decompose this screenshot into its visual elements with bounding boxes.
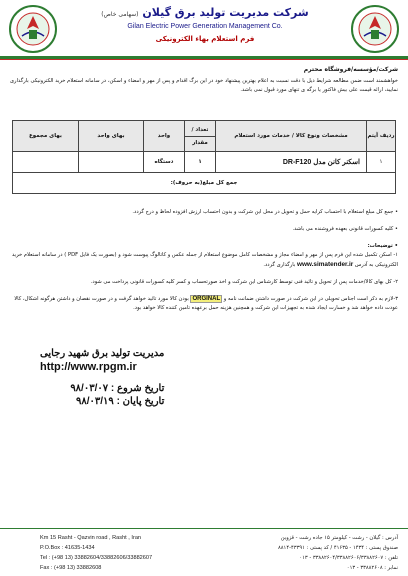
company-logo-left: [8, 4, 58, 54]
company-name-fa-text: شرکت مدیریت تولید برق گیلان: [142, 6, 309, 19]
cell-unit-price[interactable]: [79, 152, 144, 173]
footer-divider: [0, 528, 408, 529]
note-1-text-b: در سامانه استعلام خرید الکترونیکی به آدرس: [11, 252, 398, 268]
footer-contact-fa: [278, 533, 398, 573]
company-logo-right: [350, 4, 400, 54]
cell-row: ۱: [367, 152, 396, 173]
letterhead: [0, 0, 408, 62]
note-bullet-2: • کلیه کسورات قانونی بعهده فروشنده می باشد.: [292, 226, 398, 232]
header-divider-accent: [0, 59, 408, 60]
note-3: [10, 295, 398, 313]
form-title: فرم استعلام بهاء الکترونیکی: [155, 35, 255, 43]
items-table: [12, 120, 396, 194]
col-desc: مشخصات ونوع کالا / خدمات مورد استعلام: [216, 121, 367, 152]
note-1: [10, 251, 398, 270]
footer-tel-fa: تلفن : ۳۳۸۸۲۶۰۴/۳۳۸۸۲۶۰۶/۳۳۸۸۲۶۰۷ - ۰۱۳: [299, 555, 398, 561]
footer-pobox-fa: صندوق پستی : ۱۴۳۴ - ۴۱۶۳۵ / کد پستی : ۴۳۳۹۱-۸۸۱۴: [277, 545, 398, 551]
cell-unit: دستگاه: [144, 152, 185, 173]
footer-address-en: Km 15 Rasht - Qazvin road , Rasht , Iran: [40, 535, 142, 541]
intro-paragraph: خواهشمند است ضمن مطالعه شرایط ذیل با دقت نسبت به اعلام بهترین پیشنهاد خود در این برگ اقدام و پس از مهر و امضاء و اسکن، در سامانه استعلام خرید الکترونیکی بارگذاری نمایید، ارائه قیمت علی بیش فاکتور یا برگه ی تنهای مورد قبول نمی باشد.: [10, 78, 398, 93]
note-3-text-a: ۳-لازم به ذکر است اجناس تحویلی در این شرکت در صورت داشتن ضمانت نامه و: [223, 296, 398, 302]
note-bullet-1: • جمع کل مبلغ استعلام با احتساب کرایه حمل و تحویل در محل این شرکت و بدون احتساب ارزش افزوده لحاظ و درج گردد.: [132, 209, 398, 215]
note-1-text-c: بارگذاری گردد.: [263, 262, 296, 268]
tender-website-link[interactable]: www.simatender.ir: [296, 261, 354, 268]
footer-address-fa: آدرس : گیلان - رشت - کیلومتر ۱۵ جاده رشت - قزوین: [280, 535, 398, 541]
notes-heading: • توضیحات:: [367, 243, 398, 249]
note-1-text-a: ۱- اسکن تکمیل شده این فرم پس از مهر و امضاء مجاز و مشخصات کامل موضوع استعلام از جمله عکس و کاتالوگ پیوست شود و (بصورت یک فایل PDF ): [64, 252, 398, 258]
col-unit-price: بهای واحد: [79, 121, 144, 152]
note-3-text-b: بودن کالا مورد تائید خواهد گرفت و در صورت نقصان و داشتن هرگونه اشکال، کالا عودت داده خواهد شد و خسارت ایجاد شده به تجهیزات این شرکت و همچنین هزینه حمل برعهده تامین کننده کالا خواهد بود.: [14, 296, 398, 311]
footer-contact-en: [40, 533, 152, 573]
cell-qty: ۱: [185, 152, 216, 173]
col-qty: [185, 121, 216, 152]
note-2: ۲- کل بهای کالا/خدمات پس از تحویل و تائید فنی توسط کارشناس این شرکت و اخذ صورتحساب و کسر کلیه کسورات قانونی پرداخت می شود.: [90, 279, 398, 285]
end-date: تاریخ پایان : ۹۸/۰۳/۱۹: [76, 396, 165, 407]
footer-fax-en: Fax : (+98 13) 33882608: [40, 565, 102, 571]
signature-org: مدیریت تولید برق شهید رجایی: [40, 348, 165, 359]
cell-desc: اسکنر کانن مدل DR-F120: [216, 152, 367, 173]
table-header-row: [13, 121, 396, 152]
total-row: [13, 173, 396, 194]
footer-fax-fa: نمابر : ۳۳۸۸۲۶۰۸ - ۰۱۳: [346, 565, 398, 571]
total-label: جمع کل مبلغ(به حروف):: [13, 173, 396, 194]
cell-total[interactable]: [13, 152, 79, 173]
company-name-fa: [80, 6, 330, 19]
addressee: شرکت/مؤسسه/فروشگاه محترم: [303, 66, 398, 73]
col-total: بهای مجموع: [13, 121, 79, 152]
col-unit: واحد: [144, 121, 185, 152]
company-name-en: Gilan Electric Power Generation Management Co.: [127, 23, 283, 30]
col-row: ردیف آیتم: [367, 121, 396, 152]
col-qty-top: تعداد /: [191, 126, 209, 133]
notes-section: [10, 208, 398, 313]
signature-block: [40, 348, 164, 407]
company-type: (سهامی خاص): [101, 11, 139, 18]
original-highlight: ORGINAL: [192, 296, 221, 302]
table-row: [13, 152, 396, 173]
signature-website[interactable]: http://www.rpgm.ir: [40, 361, 137, 373]
footer-tel-en: Tel : (+98 13) 33882604/33882606/33882607: [40, 555, 153, 561]
start-date: تاریخ شروع : ۹۸/۰۳/۰۷: [70, 383, 165, 394]
footer-pobox-en: P.O.Box : 41635-1434: [40, 545, 95, 551]
col-qty-bottom: مقدار: [185, 136, 215, 146]
